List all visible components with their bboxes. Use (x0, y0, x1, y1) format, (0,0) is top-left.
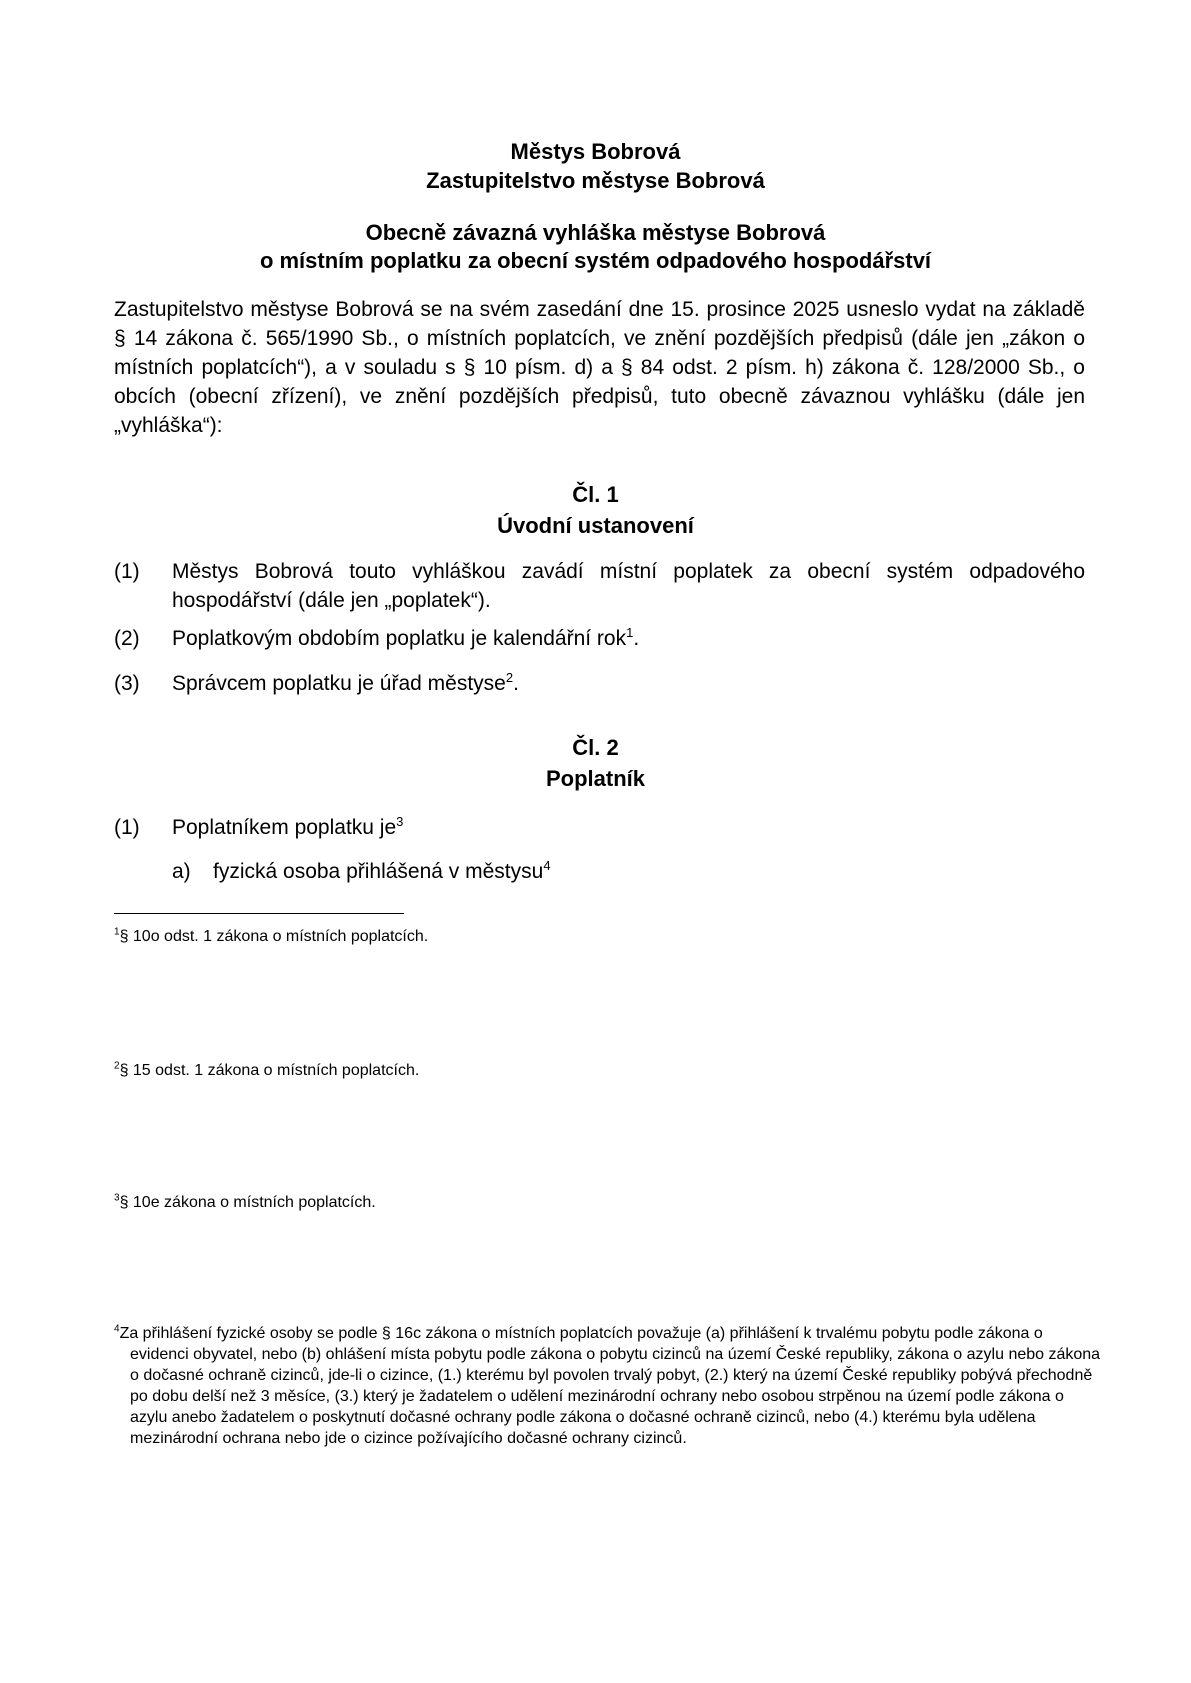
footnote-ref-4[interactable]: 4 (543, 858, 551, 873)
article1-p3-number: (3) (114, 672, 140, 695)
article2-title: Poplatník (545, 766, 645, 791)
article2-p1 (172, 813, 1085, 842)
footnote-1 (114, 926, 1085, 947)
article2-item-a-label: a) (172, 860, 191, 883)
footnote-2 (114, 1060, 1085, 1081)
footnote-4-mark: 4 (114, 1323, 120, 1335)
article1-p2-end: . (633, 627, 640, 650)
article2-item-a-text: fyzická osoba přihlášená v městysu (213, 860, 544, 883)
article2-number: Čl. 2 (572, 735, 619, 760)
footnote-1-mark: 1 (114, 926, 120, 938)
article1-p2 (172, 624, 1085, 653)
article1-p2-number: (2) (114, 627, 140, 650)
footnote-3-text: § 10e zákona o místních poplatcích. (119, 1194, 376, 1211)
article1-p3-text: Správcem poplatku je úřad městyse (172, 672, 506, 695)
article2-p1-number: (1) (114, 816, 140, 839)
footnote-2-mark: 2 (114, 1060, 120, 1072)
footnote-ref-3[interactable]: 3 (396, 814, 404, 829)
council-name: Zastupitelstvo městyse Bobrová (426, 168, 765, 193)
footnote-separator (114, 913, 404, 914)
footnote-ref-2[interactable]: 2 (505, 670, 514, 685)
footnote-3-mark: 3 (114, 1192, 120, 1204)
footnote-1-text: § 10o odst. 1 zákona o místních poplatcích. (119, 928, 429, 945)
decree-title-line1: Obecně závazná vyhláška městyse Bobrová (365, 220, 826, 245)
footnote-2-text: § 15 odst. 1 zákona o místních poplatcích. (119, 1062, 420, 1079)
article1-p3 (172, 669, 1085, 698)
article1-p3-end: . (513, 672, 519, 695)
footnote-4-text: Za přihlášení fyzické osoby se podle § 16c zákona o místních poplatcích považuje (a) přihlášení k trvalému pobytu podle zákona o evidenci obyvatel, nebo (b) ohlášení místa pobytu podle zákona o pobytu cizinců na území České republiky, zákona o azylu nebo zákona o dočasné ochraně cizinců, jde-li o cizince, (1.) kterému byl povolen trvalý pobyt, (2.) který na území České republiky pobývá přechodně po dobu delší než 3 měsíce, (3.) který je žadatelem o udělení mezinárodní ochrany nebo osobou strpěnou na území podle zákona o azylu anebo žadatelem o poskytnutí dočasné ochrany podle zákona o dočasné ochraně cizinců, nebo (4.) kterému byla udělena mezinárodní ochrana nebo jde o cizince požívajícího dočasné ochrany cizinců. (119, 1325, 1101, 1447)
article1-p2-text: Poplatkovým obdobím poplatku je kalendářní rok (172, 627, 627, 650)
article1-title: Úvodní ustanovení (497, 513, 694, 538)
article1-p1-text: Městys Bobrová touto vyhláškou zavádí místní poplatek za obecní systém odpadového hospodářství (dále jen „poplatek“). (172, 560, 1085, 612)
article1-p1-number: (1) (114, 560, 140, 583)
article2-item-a (213, 857, 1085, 886)
preamble-text: Zastupitelstvo městyse Bobrová se na svém zasedání dne 15. prosince 2025 usneslo vydat na základě § 14 zákona č. 565/1990 Sb., o místních poplatcích, ve znění pozdějších předpisů (dále jen „zákon o místních poplatcích“), a v souladu s § 10 písm. d) a § 84 odst. 2 písm. h) zákona č. 128/2000 Sb., o obcích (obecní zřízení), ve znění pozdějších předpisů, tuto obecně závaznou vyhlášku (dále jen „vyhláška“): (114, 298, 1085, 437)
article2-p1-text: Poplatníkem poplatku je (172, 816, 397, 839)
footnote-4 (114, 1323, 1101, 1449)
footnote-ref-1[interactable]: 1 (626, 625, 634, 640)
decree-title-line2: o místním poplatku za obecní systém odpadového hospodářství (259, 248, 932, 273)
article1-number: Čl. 1 (572, 482, 619, 507)
municipality-name: Městys Bobrová (510, 139, 681, 164)
footnote-3 (114, 1192, 1085, 1213)
